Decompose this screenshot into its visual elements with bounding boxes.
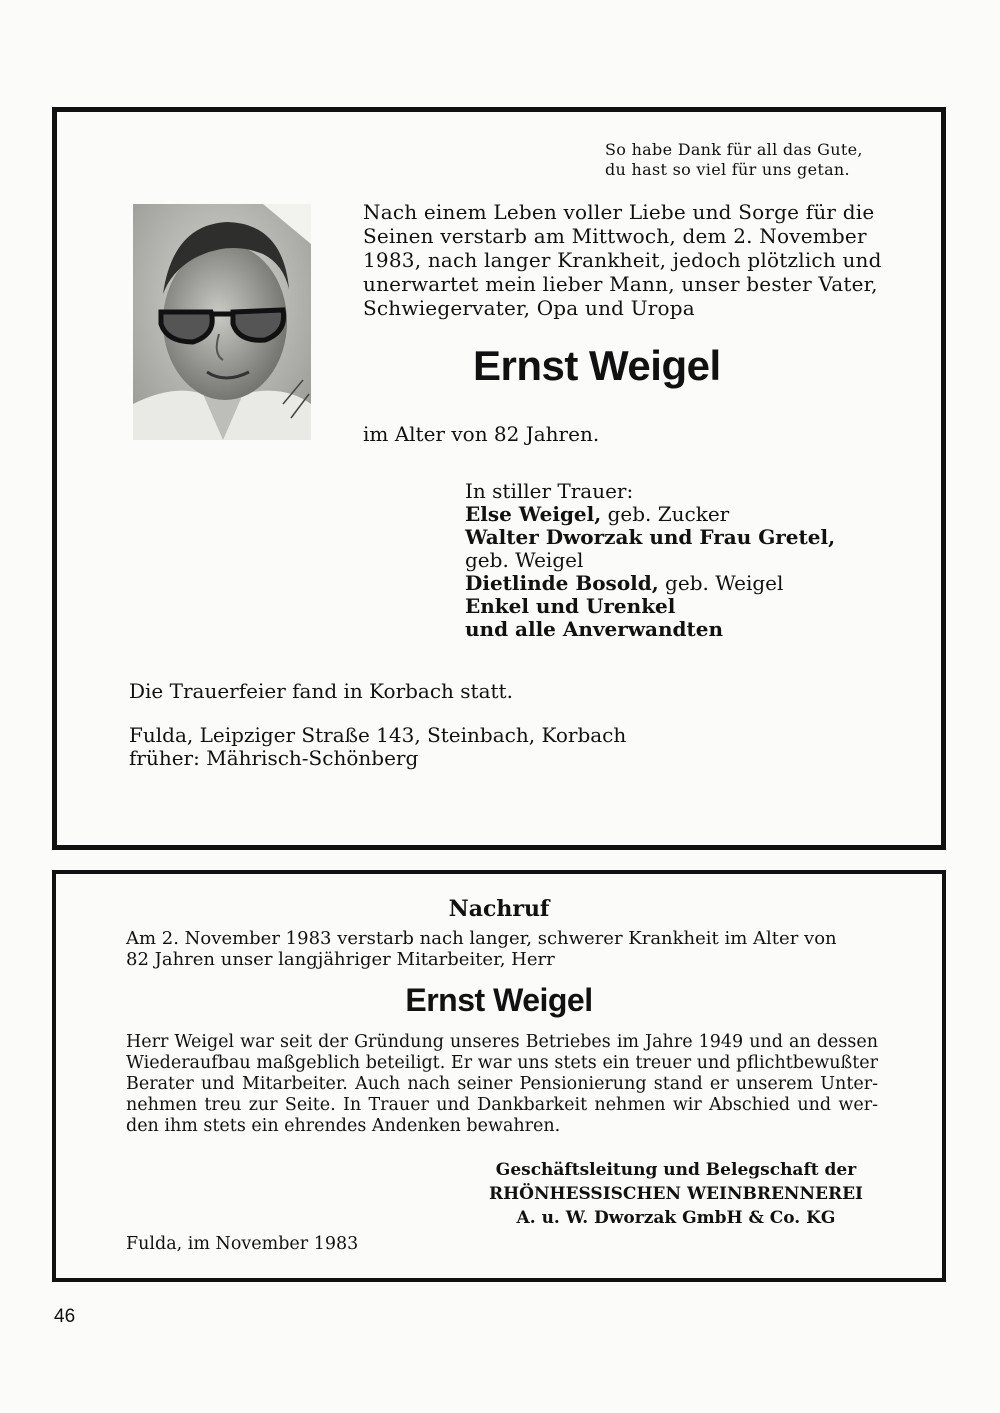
- mourner-line: geb. Weigel: [465, 548, 584, 572]
- mourner-line: Walter Dworzak und Frau Gretel,: [465, 525, 836, 549]
- mourner-line: Enkel und Urenkel: [465, 594, 676, 618]
- signature-line: A. u. W. Dworzak GmbH & Co. KG: [516, 1208, 836, 1228]
- address: [129, 724, 626, 770]
- funeral-info: Die Trauerfeier fand in Korbach statt.: [129, 679, 513, 703]
- intro-line: unerwartet mein lieber Mann, unser bester Vater,: [363, 272, 878, 296]
- mourner-line: und alle Anverwandten: [465, 617, 724, 641]
- obituary-heading: Nachruf: [448, 896, 550, 922]
- obituary-body-line: nehmen treu zur Seite. In Trauer und Dankbarkeit nehmen wir Abschied und wer-: [126, 1095, 878, 1115]
- obituary-intro-line: Am 2. November 1983 verstarb nach langer, schwerer Krankheit im Alter von: [126, 928, 837, 949]
- signature-line: RHÖNHESSISCHEN WEINBRENNEREI: [488, 1184, 864, 1204]
- mourning-heading: In stiller Trauer:: [465, 479, 634, 503]
- mourners-list: [465, 480, 835, 641]
- obituary-body-line: Wiederaufbau maßgeblich beteiligt. Er war uns stets ein treuer und pflichtbewußter: [126, 1053, 878, 1073]
- obituary-body-line: Berater und Mitarbeiter. Auch nach seiner Pensionierung stand er unserem Unter-: [126, 1074, 878, 1094]
- obituary-body-line: Herr Weigel war seit der Gründung unseres Betriebes im Jahre 1949 und an dessen: [126, 1032, 878, 1052]
- age-line: im Alter von 82 Jahren.: [363, 422, 600, 446]
- death-notice-box: [52, 107, 946, 850]
- motto-line: So habe Dank für all das Gute,: [605, 140, 863, 159]
- signature-block: [476, 1158, 876, 1230]
- page-number: 46: [54, 1306, 76, 1327]
- obituary-body: [126, 1032, 878, 1137]
- motto-line: du hast so viel für uns getan.: [605, 160, 850, 179]
- intro-line: Nach einem Leben voller Liebe und Sorge für die: [363, 200, 875, 224]
- mourner-line: Dietlinde Bosold, geb. Weigel: [465, 571, 784, 595]
- obituary-name: Ernst Weigel: [405, 982, 593, 1018]
- deceased-name: Ernst Weigel: [473, 342, 721, 389]
- obituary-intro: [126, 928, 876, 970]
- portrait-photo: [133, 204, 311, 440]
- signature-line: Geschäftsleitung und Belegschaft der: [495, 1160, 857, 1180]
- address-line: früher: Mährisch-Schönberg: [129, 746, 419, 770]
- intro-line: Seinen verstarb am Mittwoch, dem 2. November: [363, 224, 867, 248]
- mourner-line: Else Weigel, geb. Zucker: [465, 502, 730, 526]
- obituary-box: [52, 870, 946, 1282]
- intro-line: Schwiegervater, Opa und Uropa: [363, 296, 695, 320]
- intro-text: [363, 200, 882, 320]
- portrait-image: [133, 204, 311, 440]
- obituary-body-line: den ihm stets ein ehrendes Andenken bewahren.: [126, 1116, 561, 1136]
- motto: [605, 140, 863, 180]
- place-date: Fulda, im November 1983: [126, 1234, 359, 1254]
- obituary-intro-line: 82 Jahren unser langjähriger Mitarbeiter, Herr: [126, 949, 555, 970]
- address-line: Fulda, Leipziger Straße 143, Steinbach, Korbach: [129, 723, 627, 747]
- intro-line: 1983, nach langer Krankheit, jedoch plötzlich und: [363, 248, 882, 272]
